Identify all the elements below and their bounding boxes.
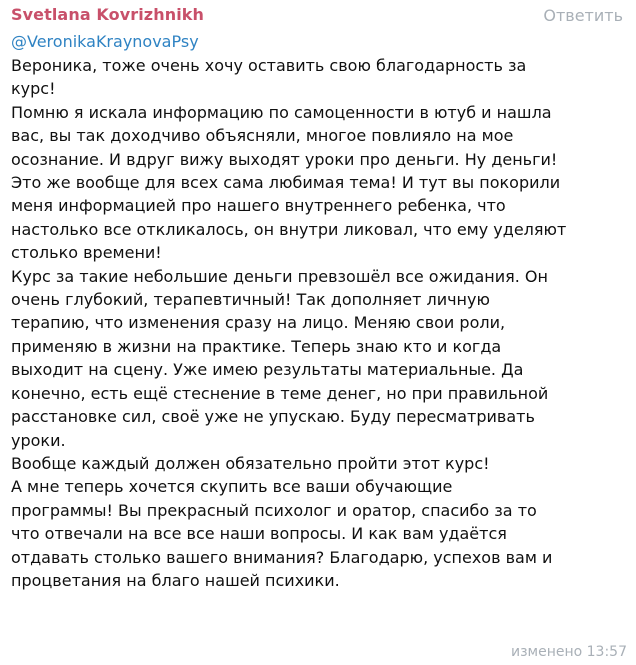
message-line: столько времени! [11, 243, 162, 263]
message-meta [511, 644, 627, 660]
mention-link[interactable]: @VeronikaKraynovaPsy [11, 32, 199, 51]
message-line: Курс за такие небольшие деньги превзошёл все ожидания. Он [11, 266, 548, 286]
message-line: процветания на благо нашей психики. [11, 570, 340, 590]
message-line: настолько все откликалось, он внутри ликовал, что ему уделяют [11, 219, 567, 239]
message-line: что отвечали на все все наши вопросы. И как вам удаётся [11, 524, 507, 544]
message-line: А мне теперь хочется скупить все ваши обучающие [11, 477, 453, 497]
message-line: терапию, что изменения сразу на лицо. Меняю свои роли, [11, 313, 506, 333]
message-line: применяю в жизни на практике. Теперь знаю кто и когда [11, 336, 502, 356]
message-line: Вообще каждый должен обязательно пройти этот курс! [11, 453, 490, 473]
message-line: программы! Вы прекрасный психолог и оратор, спасибо за то [11, 500, 537, 520]
message-line: Это же вообще для всех сама любимая тема! И тут вы покорили [11, 173, 561, 193]
message-line: Помню я искала информацию по самоценности в ютуб и нашла [11, 102, 552, 122]
message-line: уроки. [11, 430, 66, 450]
message-line: вас, вы так доходчиво объясняли, многое повлияло на мое [11, 126, 514, 146]
reply-button[interactable]: Ответить [543, 6, 623, 25]
message-line: очень глубокий, терапевтичный! Так дополняет личную [11, 290, 490, 310]
message-time: 13:57 [586, 644, 627, 660]
message-line: расстановке сил, своё уже не упускаю. Буду пересматривать [11, 407, 535, 427]
message-line: Вероника, тоже очень хочу оставить свою благодарность за [11, 56, 527, 75]
message-header [11, 5, 627, 29]
message-text [11, 54, 627, 592]
message-line: выходит на сцену. Уже имею результаты материальные. Да [11, 360, 524, 380]
sender-name[interactable]: Svetlana Kovrizhnikh [11, 5, 205, 24]
message-line: курс! [11, 79, 56, 99]
edited-label: изменено [510, 644, 583, 660]
message-line: конечно, есть ещё стеснение в теме денег, но при правильной [11, 383, 549, 403]
message-line: осознание. И вдруг вижу выходят уроки про деньги. Ну деньги! [11, 149, 558, 169]
message-line: отдавать столько вашего внимания? Благодарю, успехов вам и [11, 547, 553, 567]
message-line: меня информацией про нашего внутреннего ребенка, что [11, 196, 506, 216]
